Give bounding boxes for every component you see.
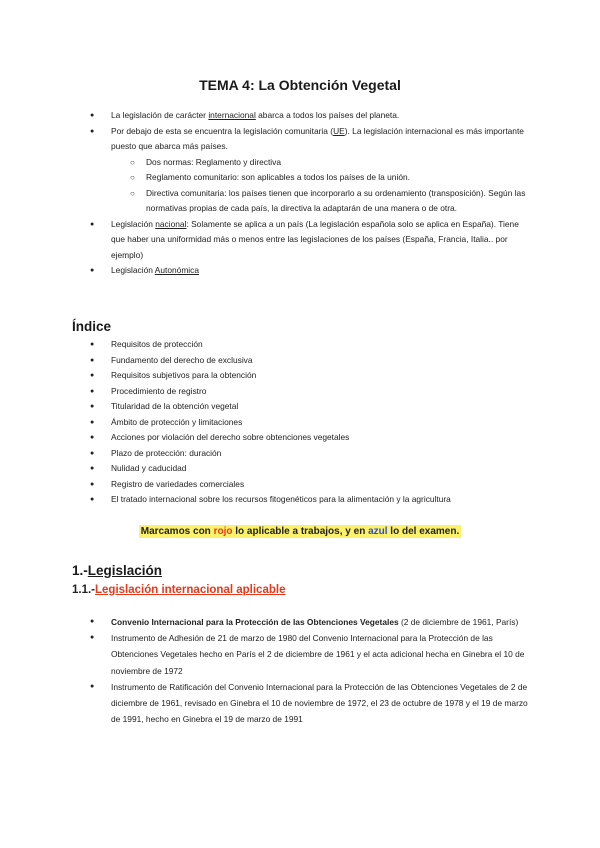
circle-bullet-icon: ○ <box>130 173 135 182</box>
bullet-icon: ● <box>90 341 95 348</box>
bullet-icon: ● <box>90 682 95 690</box>
intro-list <box>90 108 530 279</box>
list-item: ● Requisitos subjetivos para la obtención <box>90 368 530 384</box>
list-item: ● Plazo de protección: duración <box>90 446 530 462</box>
list-item: ● Legislación Autonómica <box>90 263 530 279</box>
bullet-icon: ● <box>90 418 95 426</box>
bullet-icon: ● <box>90 267 95 274</box>
section-1-heading: 1.-Legislación <box>72 563 163 578</box>
list-item: ● Convenio Internacional para la Protección de las Obtenciones Vegetales (2 de diciembre de 1961, París) <box>90 614 530 630</box>
section-1-1-heading: 1.1.-Legislación internacional aplicable <box>72 584 286 596</box>
indice-heading: Índice <box>72 319 112 334</box>
list-item: ● Nulidad y caducidad <box>90 461 530 477</box>
list-item: ● Por debajo de esta se encuentra la legislación comunitaria (UE). La legislación internacional es más importante puesto que abarca más países. <box>90 125 524 151</box>
bullet-icon: ● <box>90 220 95 228</box>
page-title: TEMA 4: La Obtención Vegetal <box>199 77 401 93</box>
bullet-icon: ● <box>90 634 95 642</box>
list-item: ● La legislación de carácter internacional abarca a todos los países del planeta. <box>90 108 530 124</box>
list-item: ● El tratado internacional sobre los recursos fitogenéticos para la alimentación y la agricultura <box>90 492 530 508</box>
list-item: ● Procedimiento de registro <box>90 384 530 400</box>
bullet-icon: ● <box>90 403 95 410</box>
sub-list-item: ○ Dos normas: Reglamento y directiva <box>90 155 530 171</box>
bullet-icon: ● <box>90 372 95 379</box>
list-item: ● Instrumento de Adhesión de 21 de marzo de 1980 del Convenio Internacional para la Protección de las Obtenciones Vegetales hecho en París el 2 de diciembre de 1961 y el acta adicional hecha en Ginebra el 10 de noviembre de 1972 <box>90 630 530 679</box>
sub-list-item: ○ Directiva comunitaria: los países tienen que incorporarlo a su ordenamiento (transposición). Según las normativas propias de cada país, la directiva la adaptarán de una manera o de otra. <box>130 187 526 213</box>
bullet-icon: ● <box>90 434 95 441</box>
list-item: ● Instrumento de Ratificación del Convenio Internacional para la Protección de las Obtenciones Vegetales de 2 de diciembre de 1961, revisado en Ginebra el 10 de noviembre de 1972, el 23 de octubre de 1978 y el 19 de marzo de 1991, hecho en Ginebra el 19 de marzo de 1991 <box>90 679 530 728</box>
circle-bullet-icon: ○ <box>130 188 135 198</box>
bullet-icon: ● <box>90 496 95 503</box>
list-item: ● Requisitos de protección <box>90 337 530 353</box>
bullet-icon: ● <box>90 387 95 395</box>
bullet-icon: ● <box>90 480 95 488</box>
indice-list <box>90 337 530 508</box>
bullet-icon: ● <box>90 618 95 625</box>
list-item: ● Ámbito de protección y limitaciones <box>90 415 530 431</box>
list-item: ● Fundamento del derecho de exclusiva <box>90 353 530 369</box>
list-item: ● Titularidad de la obtención vegetal <box>90 399 530 415</box>
sub-list-item: ○ Reglamento comunitario: son aplicables a todos los países de la unión. <box>90 170 530 186</box>
bullet-icon: ● <box>90 356 95 364</box>
circle-bullet-icon: ○ <box>130 157 135 167</box>
color-legend-note <box>0 526 600 537</box>
highlight: Marcamos con rojo lo aplicable a trabajos, y en azul lo del examen. <box>140 526 460 537</box>
bullet-icon: ● <box>90 465 95 472</box>
list-item: ● Legislación nacional: Solamente se aplica a un país (La legislación española solo se aplica en España). Tiene que haber una uniformidad más o menos entre las legislaciones de los países (España, Francia, Italia.. por ejemplo) <box>90 218 519 260</box>
bullet-icon: ● <box>90 449 95 457</box>
list-item: ● Acciones por violación del derecho sobre obtenciones vegetales <box>90 430 530 446</box>
bullet-icon: ● <box>90 127 95 135</box>
bullet-icon: ● <box>90 112 95 119</box>
legislation-list <box>90 614 530 727</box>
list-item: ● Registro de variedades comerciales <box>90 477 530 493</box>
